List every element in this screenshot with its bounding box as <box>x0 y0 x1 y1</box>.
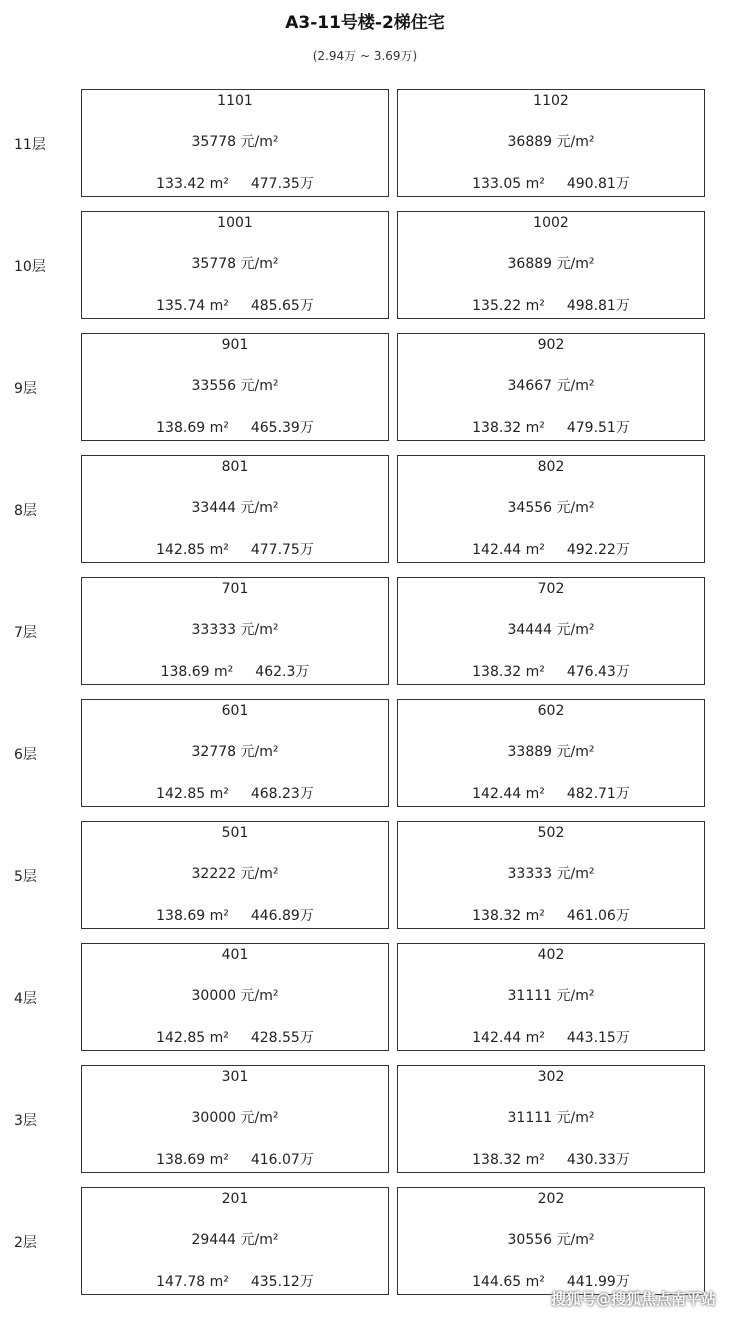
unit-total-price: 468.23万 <box>250 786 314 802</box>
unit-total-price: 479.51万 <box>566 420 630 436</box>
area-unit: m² <box>209 542 229 558</box>
price-unit: 元/m² <box>556 1110 595 1126</box>
unit-number: 902 <box>537 337 565 353</box>
unit-cell <box>397 821 705 929</box>
unit-price <box>82 863 388 883</box>
unit-cell <box>397 211 705 319</box>
unit-price <box>82 131 388 151</box>
unit-number: 1001 <box>217 215 253 231</box>
floor-label: 4层 <box>14 991 37 1007</box>
unit-number: 601 <box>221 703 249 719</box>
unit-cell <box>397 699 705 807</box>
unit-area-value: 133.42 <box>156 176 206 192</box>
unit-price <box>82 741 388 761</box>
unit-area-value: 142.85 <box>156 786 206 802</box>
area-unit: m² <box>525 1030 545 1046</box>
area-unit: m² <box>209 908 229 924</box>
unit-price-value: 32778 <box>191 744 237 760</box>
unit-price-value: 34444 <box>507 622 553 638</box>
unit-total-price: 490.81万 <box>566 176 630 192</box>
unit-cell <box>397 1187 705 1295</box>
price-range: (2.94万 ~ 3.69万) <box>312 49 418 63</box>
unit-price-value: 36889 <box>507 256 553 272</box>
unit-cell <box>81 821 389 929</box>
price-unit: 元/m² <box>240 1232 279 1248</box>
floor-label: 3层 <box>14 1113 37 1129</box>
unit-price-value: 33444 <box>191 500 237 516</box>
area-unit: m² <box>209 420 229 436</box>
unit-cell <box>81 1187 389 1295</box>
price-unit: 元/m² <box>556 500 595 516</box>
price-unit: 元/m² <box>240 866 279 882</box>
unit-total-price: 477.75万 <box>250 542 314 558</box>
unit-total-price: 435.12万 <box>250 1274 314 1290</box>
unit-area-value: 147.78 <box>156 1274 206 1290</box>
unit-price-value: 35778 <box>191 256 237 272</box>
unit-total-price: 416.07万 <box>250 1152 314 1168</box>
price-unit: 元/m² <box>240 622 279 638</box>
area-unit: m² <box>209 298 229 314</box>
area-unit: m² <box>525 1152 545 1168</box>
unit-cell <box>397 577 705 685</box>
unit-area-total <box>398 783 704 803</box>
unit-number: 701 <box>221 581 249 597</box>
unit-price <box>398 131 704 151</box>
unit-area-total <box>398 173 704 193</box>
price-unit: 元/m² <box>556 134 595 150</box>
unit-price <box>82 1229 388 1249</box>
unit-cell <box>81 943 389 1051</box>
unit-price-value: 33333 <box>191 622 237 638</box>
unit-total-price: 443.15万 <box>566 1030 630 1046</box>
unit-area-total <box>82 1149 388 1169</box>
unit-price-value: 29444 <box>191 1232 237 1248</box>
unit-area-total <box>82 1271 388 1291</box>
unit-number: 602 <box>537 703 565 719</box>
unit-cell <box>81 1065 389 1173</box>
area-unit: m² <box>525 420 545 436</box>
unit-price-value: 32222 <box>191 866 237 882</box>
unit-area-value: 133.05 <box>472 176 522 192</box>
price-unit: 元/m² <box>556 988 595 1004</box>
unit-price-value: 31111 <box>507 1110 553 1126</box>
unit-price <box>82 375 388 395</box>
unit-area-total <box>82 417 388 437</box>
unit-price-value: 34667 <box>507 378 553 394</box>
unit-price <box>82 619 388 639</box>
unit-total-price: 477.35万 <box>250 176 314 192</box>
unit-price-value: 30000 <box>191 1110 237 1126</box>
price-unit: 元/m² <box>240 1110 279 1126</box>
unit-total-price: 428.55万 <box>250 1030 314 1046</box>
area-unit: m² <box>525 298 545 314</box>
unit-area-value: 138.69 <box>160 664 210 680</box>
price-unit: 元/m² <box>240 378 279 394</box>
unit-area-total <box>82 295 388 315</box>
unit-area-total <box>398 295 704 315</box>
unit-number: 302 <box>537 1069 565 1085</box>
unit-area-value: 135.74 <box>156 298 206 314</box>
unit-area-total <box>398 539 704 559</box>
unit-number: 1101 <box>217 93 253 109</box>
unit-area-total <box>398 1149 704 1169</box>
price-unit: 元/m² <box>556 744 595 760</box>
unit-price-value: 33889 <box>507 744 553 760</box>
area-unit: m² <box>214 664 234 680</box>
area-unit: m² <box>525 542 545 558</box>
unit-number: 202 <box>537 1191 565 1207</box>
unit-cell <box>81 211 389 319</box>
unit-area-total <box>398 1027 704 1047</box>
price-unit: 元/m² <box>556 622 595 638</box>
unit-cell <box>397 89 705 197</box>
unit-total-price: 441.99万 <box>566 1274 630 1290</box>
unit-area-total <box>82 539 388 559</box>
area-unit: m² <box>209 786 229 802</box>
area-unit: m² <box>209 176 229 192</box>
unit-total-price: 446.89万 <box>250 908 314 924</box>
area-unit: m² <box>525 176 545 192</box>
unit-total-price: 485.65万 <box>250 298 314 314</box>
unit-number: 401 <box>221 947 249 963</box>
unit-price <box>82 497 388 517</box>
price-unit: 元/m² <box>240 134 279 150</box>
unit-cell <box>397 1065 705 1173</box>
unit-total-price: 461.06万 <box>566 908 630 924</box>
unit-number: 1002 <box>533 215 569 231</box>
unit-price-value: 36889 <box>507 134 553 150</box>
unit-area-value: 138.32 <box>472 420 522 436</box>
unit-number: 901 <box>221 337 249 353</box>
area-unit: m² <box>525 664 545 680</box>
area-unit: m² <box>209 1274 229 1290</box>
unit-cell <box>81 699 389 807</box>
unit-area-total <box>82 905 388 925</box>
price-unit: 元/m² <box>240 744 279 760</box>
floor-label: 11层 <box>14 137 46 153</box>
price-unit: 元/m² <box>556 378 595 394</box>
area-unit: m² <box>209 1030 229 1046</box>
unit-price <box>398 863 704 883</box>
floor-label: 2层 <box>14 1235 37 1251</box>
area-unit: m² <box>525 908 545 924</box>
unit-number: 402 <box>537 947 565 963</box>
price-unit: 元/m² <box>556 866 595 882</box>
unit-price-value: 33556 <box>191 378 237 394</box>
unit-area-value: 142.44 <box>472 1030 522 1046</box>
unit-price-value: 31111 <box>507 988 553 1004</box>
unit-price <box>398 375 704 395</box>
unit-number: 801 <box>221 459 249 475</box>
unit-number: 802 <box>537 459 565 475</box>
price-unit: 元/m² <box>556 1232 595 1248</box>
floor-label: 5层 <box>14 869 37 885</box>
unit-number: 501 <box>221 825 249 841</box>
unit-price <box>82 253 388 273</box>
price-unit: 元/m² <box>556 256 595 272</box>
unit-cell <box>397 943 705 1051</box>
unit-number: 702 <box>537 581 565 597</box>
unit-price <box>398 985 704 1005</box>
unit-total-price: 462.3万 <box>255 664 310 680</box>
unit-area-value: 138.32 <box>472 908 522 924</box>
unit-area-value: 142.44 <box>472 786 522 802</box>
unit-price-value: 33333 <box>507 866 553 882</box>
unit-cell <box>81 333 389 441</box>
unit-cell <box>81 455 389 563</box>
unit-area-total <box>398 417 704 437</box>
unit-area-value: 138.69 <box>156 908 206 924</box>
floor-label: 8层 <box>14 503 37 519</box>
unit-number: 502 <box>537 825 565 841</box>
area-unit: m² <box>525 786 545 802</box>
unit-area-total <box>82 1027 388 1047</box>
unit-area-value: 138.32 <box>472 1152 522 1168</box>
unit-area-total <box>82 783 388 803</box>
price-unit: 元/m² <box>240 256 279 272</box>
unit-total-price: 465.39万 <box>250 420 314 436</box>
unit-area-value: 142.85 <box>156 542 206 558</box>
unit-area-value: 142.85 <box>156 1030 206 1046</box>
unit-price <box>398 253 704 273</box>
unit-area-value: 135.22 <box>472 298 522 314</box>
watermark: 搜狐号@搜狐焦点南平站 <box>550 1290 716 1308</box>
unit-total-price: 492.22万 <box>566 542 630 558</box>
unit-price <box>398 1229 704 1249</box>
unit-total-price: 498.81万 <box>566 298 630 314</box>
unit-area-total <box>398 661 704 681</box>
page-title: A3-11号楼-2梯住宅 <box>285 13 445 33</box>
unit-price <box>398 497 704 517</box>
unit-number: 201 <box>221 1191 249 1207</box>
unit-price-value: 34556 <box>507 500 553 516</box>
unit-area-total <box>82 661 388 681</box>
unit-area-value: 138.69 <box>156 1152 206 1168</box>
unit-price <box>82 1107 388 1127</box>
unit-price <box>398 619 704 639</box>
area-unit: m² <box>209 1152 229 1168</box>
unit-price <box>82 985 388 1005</box>
unit-total-price: 476.43万 <box>566 664 630 680</box>
unit-area-value: 144.65 <box>472 1274 522 1290</box>
unit-price-value: 35778 <box>191 134 237 150</box>
unit-price-value: 30000 <box>191 988 237 1004</box>
area-unit: m² <box>525 1274 545 1290</box>
unit-number: 301 <box>221 1069 249 1085</box>
unit-area-value: 138.32 <box>472 664 522 680</box>
unit-cell <box>81 577 389 685</box>
unit-total-price: 430.33万 <box>566 1152 630 1168</box>
floor-label: 7层 <box>14 625 37 641</box>
floor-label: 9层 <box>14 381 37 397</box>
unit-cell <box>397 455 705 563</box>
unit-area-total <box>398 905 704 925</box>
unit-number: 1102 <box>533 93 569 109</box>
unit-price <box>398 1107 704 1127</box>
floor-label: 6层 <box>14 747 37 763</box>
unit-cell <box>81 89 389 197</box>
price-unit: 元/m² <box>240 988 279 1004</box>
unit-price-value: 30556 <box>507 1232 553 1248</box>
unit-price <box>398 741 704 761</box>
unit-total-price: 482.71万 <box>566 786 630 802</box>
unit-cell <box>397 333 705 441</box>
price-unit: 元/m² <box>240 500 279 516</box>
unit-area-value: 138.69 <box>156 420 206 436</box>
unit-area-total <box>82 173 388 193</box>
unit-area-value: 142.44 <box>472 542 522 558</box>
floor-label: 10层 <box>14 259 46 275</box>
